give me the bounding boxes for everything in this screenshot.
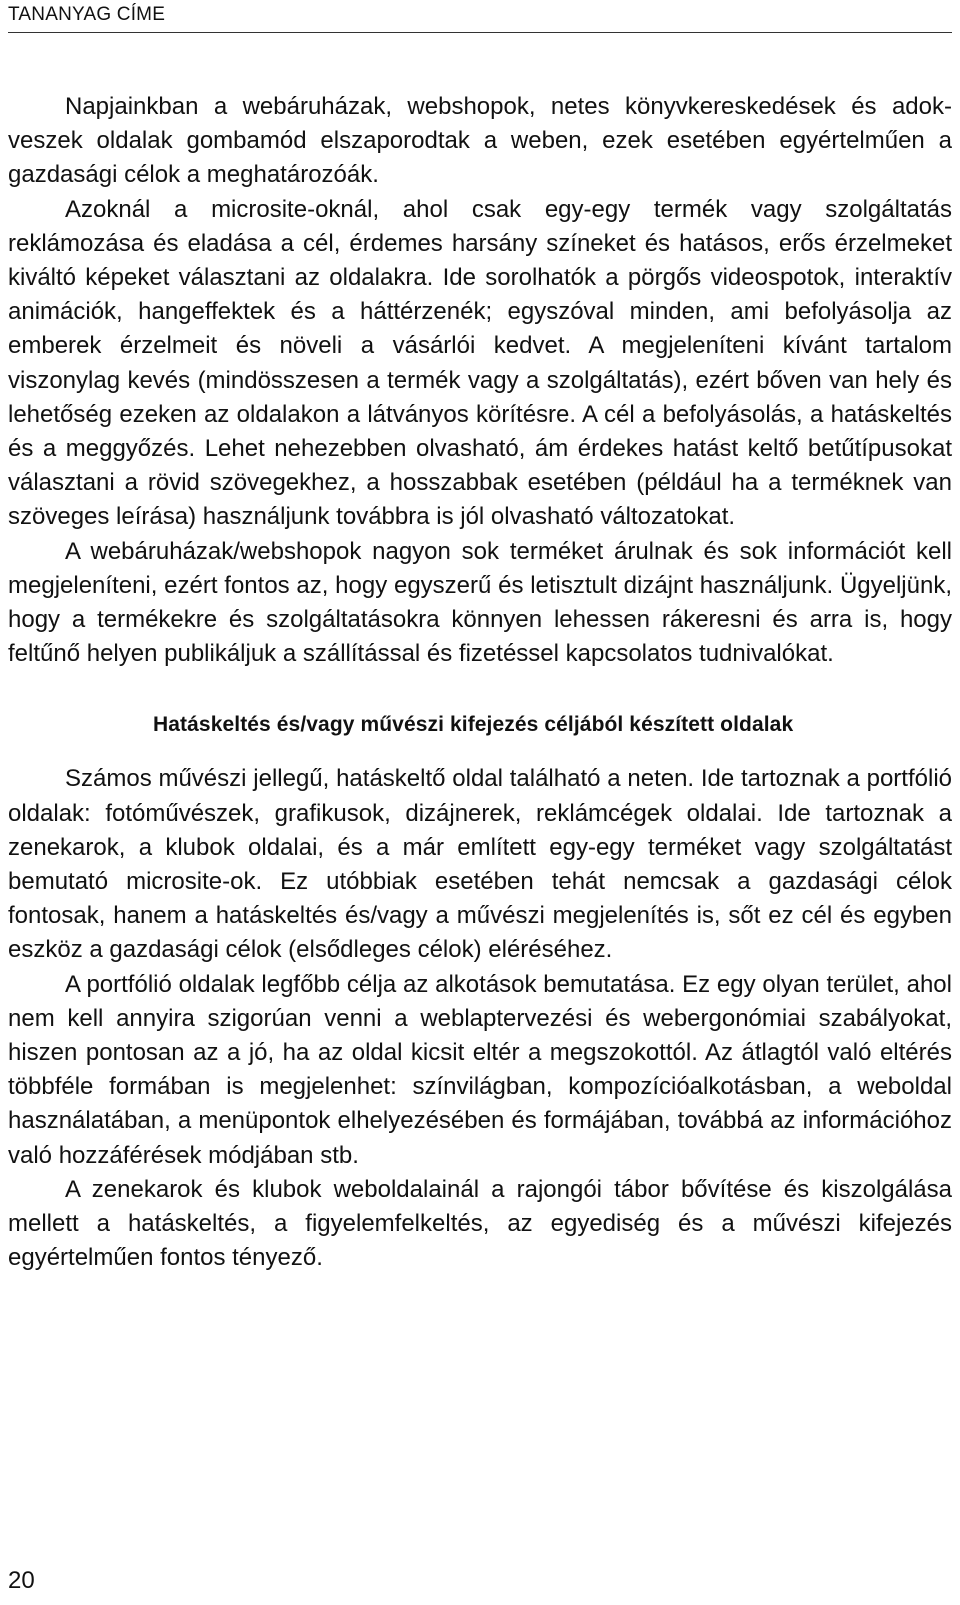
document-body: [8, 90, 952, 1276]
section-paragraph-3: A zenekarok és klubok weboldalainál a rajongói tábor bővítése és kiszolgálása mellett a hatáskeltés, a figyelemfelkeltés, az egyediség és a művészi kifejezés egyértelműen fontos tényező.: [8, 1175, 952, 1272]
section-paragraph-2: A portfólió oldalak legfőbb célja az alkotások bemutatása. Ez egy olyan terület, ahol nem kell annyira szigorúan venni a weblaptervezési és webergonómiai szabályokat, hiszen pontosan az a jó, ha az oldal kicsit eltér a megszokottól. Az átlagtól való eltérés többféle formában is megjelenhet: színvilágban, kompozícióalkotásban, a weboldal használatában, a menüpontok elhelyezésében és formájában, továbbá az információhoz való hozzáférések módjában stb.: [8, 970, 952, 1169]
section-heading: Hatáskeltés és/vagy művészi kifejezés céljából készített oldalak: [153, 713, 794, 737]
paragraph-intro-3: A webáruházak/webshopok nagyon sok terméket árulnak és sok információt kell megjeleníteni, ezért fontos az, hogy egyszerű és letisztult dizájnt használjunk. Ügyeljünk, hogy a termékekre és szolgáltatásokra könnyen lehessen rákeresni és arra is, hogy feltűnő helyen publikáljuk a szállítással és fizetéssel kapcsolatos tudnivalókat.: [8, 537, 952, 668]
section-paragraph-1: Számos művészi jellegű, hatáskeltő oldal található a neten. Ide tartoznak a portfólió oldalak: fotóművészek, grafikusok, dizájnerek, reklámcégek oldalai. Ide tartoznak a zenekarok, a klubok oldalai, és a már említett egy-egy terméket vagy szolgáltatást bemutató microsite-ok. Ez utóbbiak esetében tehát nemcsak a gazdasági célok fontosak, hanem a hatáskeltés és/vagy a művészi megjelenítés is, sőt ez cél és egyben eszköz a gazdasági célok (elsődleges célok) eléréséhez.: [8, 765, 952, 964]
header-title: TANANYAG CÍME: [8, 4, 166, 25]
page-number: 20: [8, 1567, 35, 1594]
paragraph-intro-1: Napjainkban a webáruházak, webshopok, netes könyvkereskedések és adok-veszek oldalak gombamód elszaporodtak a weben, ezek esetében egyértelműen a gazdasági célok a meghatározóák.: [8, 93, 952, 189]
running-header: [8, 2, 952, 33]
paragraph-intro-2: Azoknál a microsite-oknál, ahol csak egy-egy termék vagy szolgáltatás reklámozása és eladása a cél, érdemes harsány színeket és hatásos, erős érzelmeket kiváltó képeket választani az oldalakra. Ide sorolhatók a pörgős videospotok, interaktív animációk, hangeffektek és a háttérzenék; egyszóval minden, ami befolyásolja az emberek érzelmeit és növeli a vásárlói kedvet. A megjeleníteni kívánt tartalom viszonylag kevés (mindösszesen a termék vagy a szolgáltatás), ezért bőven van hely és lehetőség ezeken az oldalakon a látványos körítésre. A cél a befolyásolás, a hatáskeltés és a meggyőzés. Lehet nehezebben olvasható, ám érdekes hatást keltő betűtípusokat választani a rövid szövegekhez, a hosszabbak esetében (például ha a terméknek van szöveges leírása) használjunk továbbra is jól olvasható változatokat.: [8, 195, 952, 531]
section-body: [8, 762, 952, 1275]
